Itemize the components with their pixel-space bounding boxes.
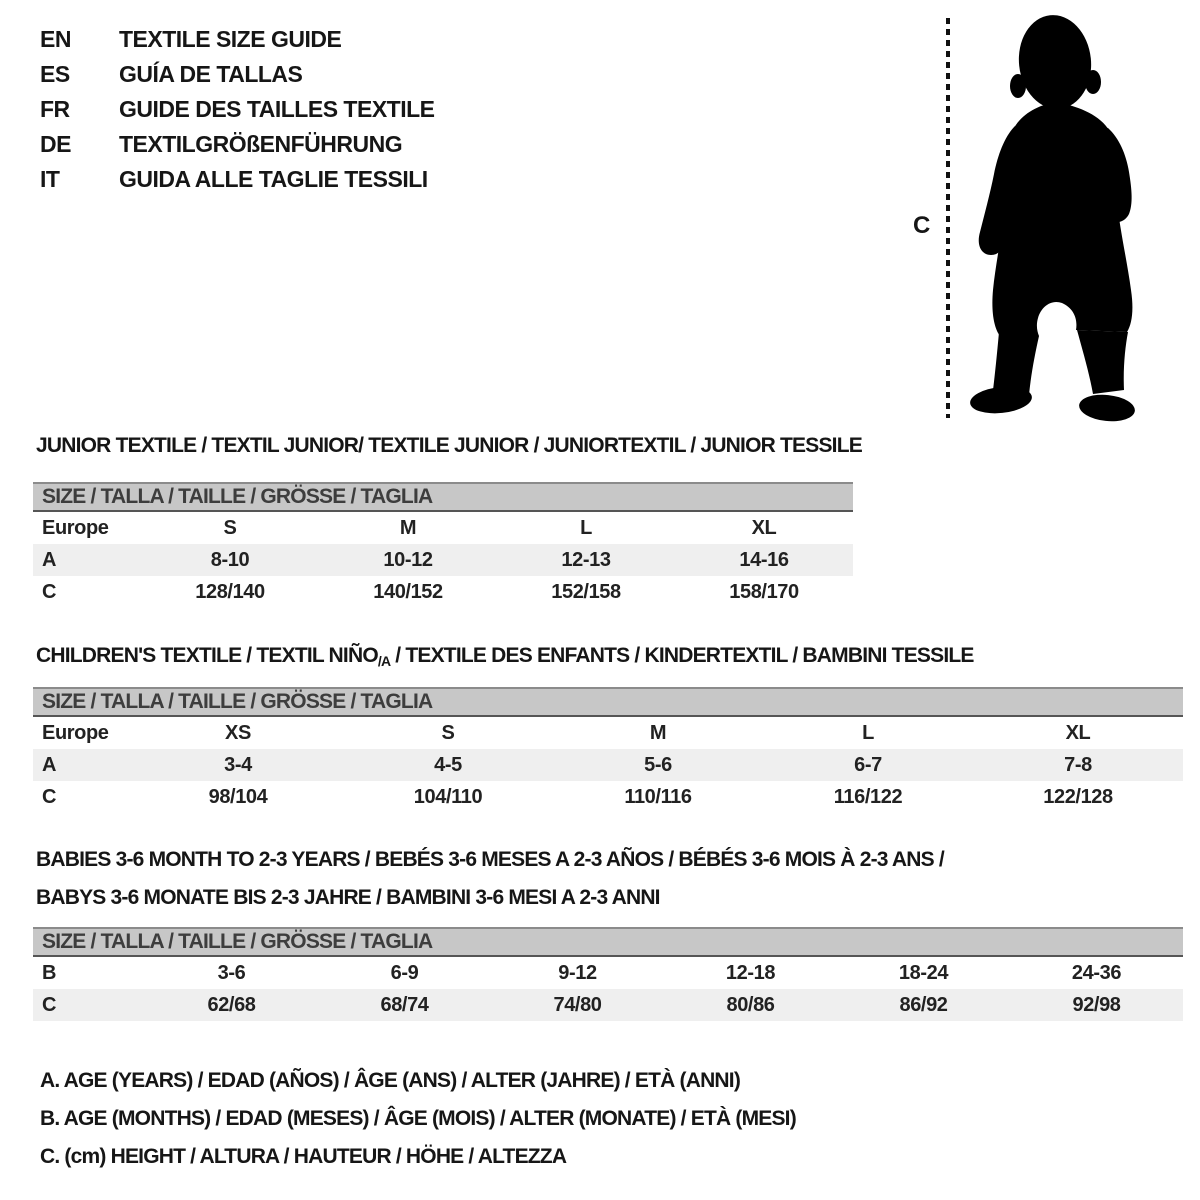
table-row-age-months	[33, 957, 1183, 989]
lang-row-de	[40, 131, 435, 166]
cell: 9-12	[558, 962, 597, 984]
row-label: C	[42, 994, 57, 1016]
cell: 4-5	[434, 754, 462, 776]
babies-size-table	[33, 927, 1183, 1021]
cell: L	[580, 517, 592, 539]
cell: 92/98	[1072, 994, 1121, 1016]
cell: 3-4	[224, 754, 252, 776]
row-label: A	[42, 754, 57, 776]
cell: 104/110	[413, 786, 483, 808]
lang-title: TEXTILGRÖßENFÜHRUNG	[119, 131, 403, 157]
cell: 128/140	[195, 581, 265, 603]
cell: 110/116	[624, 786, 692, 808]
cell: 3-6	[217, 962, 246, 984]
table-row-age	[33, 749, 1183, 781]
cell: M	[649, 722, 667, 744]
row-label: Europe	[42, 517, 109, 539]
cell: 80/86	[726, 994, 775, 1016]
cell: 68/74	[380, 994, 429, 1016]
childrens-section-title	[36, 644, 974, 668]
cell: XS	[225, 722, 251, 744]
row-label: Europe	[42, 722, 109, 744]
legend-note-a: A. AGE (YEARS) / EDAD (AÑOS) / ÂGE (ANS) / ALTER (JAHRE) / ETÀ (ANNI)	[40, 1069, 741, 1092]
cell: 6-7	[854, 754, 882, 776]
cell: 74/80	[553, 994, 602, 1016]
legend-note-b: B. AGE (MONTHS) / EDAD (MESES) / ÂGE (MOIS) / ALTER (MONATE) / ETÀ (MESI)	[40, 1107, 796, 1130]
cell: S	[441, 722, 455, 744]
legend-note-c: C. (cm) HEIGHT / ALTURA / HAUTEUR / HÖHE / ALTEZZA	[40, 1145, 567, 1168]
cell: 10-12	[383, 549, 433, 571]
cell: 7-8	[1064, 754, 1092, 776]
cell: S	[223, 517, 237, 539]
babies-section-title-line1: BABIES 3-6 MONTH TO 2-3 YEARS / BEBÉS 3-6 MESES A 2-3 AÑOS / BÉBÉS 3-6 MOIS À 2-3 ANS /	[36, 848, 944, 871]
lang-code: IT	[40, 166, 60, 192]
row-label: A	[42, 549, 57, 571]
row-label: B	[42, 962, 57, 984]
table-row-height	[33, 576, 853, 608]
lang-row-en	[40, 26, 435, 61]
babies-section-title-line2: BABYS 3-6 MONATE BIS 2-3 JAHRE / BAMBINI 3-6 MESI A 2-3 ANNI	[36, 886, 660, 909]
cell: 158/170	[729, 581, 799, 603]
lang-code: DE	[40, 131, 71, 157]
cell: 12-13	[561, 549, 611, 571]
cell: 140/152	[373, 581, 443, 603]
lang-row-es	[40, 61, 435, 96]
cell: XL	[1065, 722, 1091, 744]
cell: 8-10	[210, 549, 250, 571]
size-header-bar: SIZE / TALLA / TAILLE / GRÖSSE / TAGLIA	[33, 687, 1183, 717]
cell: 122/128	[1043, 786, 1113, 808]
lang-title: GUIDE DES TAILLES TEXTILE	[119, 96, 435, 122]
cell: L	[862, 722, 874, 744]
title-sub: /A	[377, 653, 391, 669]
cell: 24-36	[1071, 962, 1122, 984]
childrens-size-table	[33, 687, 1183, 813]
cell: 86/92	[899, 994, 948, 1016]
cell: 152/158	[551, 581, 621, 603]
figure-height-label: C	[913, 212, 931, 239]
lang-row-fr	[40, 96, 435, 131]
table-row-age	[33, 544, 853, 576]
size-header-bar: SIZE / TALLA / TAILLE / GRÖSSE / TAGLIA	[33, 482, 853, 512]
cell: 6-9	[390, 962, 419, 984]
height-measure-dotted-line	[946, 18, 950, 418]
cell: 98/104	[208, 786, 268, 808]
table-row-height	[33, 989, 1183, 1021]
legend-notes	[40, 1062, 796, 1176]
cell: 18-24	[898, 962, 949, 984]
size-header-bar: SIZE / TALLA / TAILLE / GRÖSSE / TAGLIA	[33, 927, 1183, 957]
lang-code: FR	[40, 96, 70, 122]
row-label: C	[42, 581, 57, 603]
table-row-europe	[33, 512, 853, 544]
lang-title: GUIDA ALLE TAGLIE TESSILI	[119, 166, 428, 192]
cell: 5-6	[644, 754, 672, 776]
title-part: / TEXTILE DES ENFANTS / KINDERTEXTIL / BAMBINI TESSILE	[390, 644, 974, 667]
lang-title: TEXTILE SIZE GUIDE	[119, 26, 342, 52]
table-row-height	[33, 781, 1183, 813]
language-title-list	[40, 26, 435, 201]
cell: 116/122	[833, 786, 903, 808]
title-part: CHILDREN'S TEXTILE / TEXTIL NIÑO	[36, 644, 378, 667]
lang-title: GUÍA DE TALLAS	[119, 61, 303, 87]
row-label: C	[42, 786, 57, 808]
junior-section-title: JUNIOR TEXTILE / TEXTIL JUNIOR/ TEXTILE JUNIOR / JUNIORTEXTIL / JUNIOR TESSILE	[36, 434, 862, 457]
lang-code: EN	[40, 26, 71, 52]
cell: 62/68	[207, 994, 256, 1016]
cell: 14-16	[739, 549, 789, 571]
cell: M	[399, 517, 417, 539]
junior-size-table	[33, 482, 853, 608]
toddler-silhouette-icon	[963, 12, 1143, 422]
lang-code: ES	[40, 61, 70, 87]
cell: XL	[751, 517, 777, 539]
table-row-europe	[33, 717, 1183, 749]
lang-row-it	[40, 166, 435, 201]
cell: 12-18	[725, 962, 776, 984]
